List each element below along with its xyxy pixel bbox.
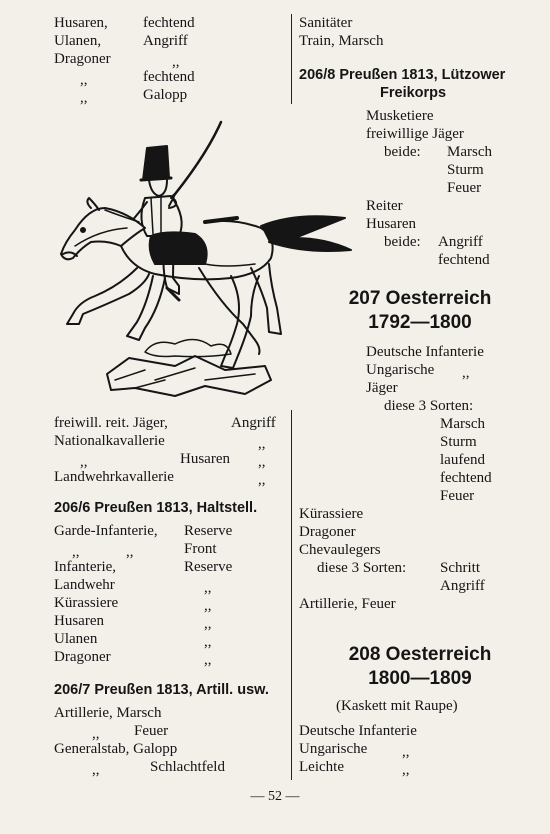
list-item: Deutsche Infanterie [299, 723, 417, 739]
list-item: Husaren, [54, 15, 108, 31]
section-title: 208 Oesterreich [348, 644, 492, 665]
list-item: Reserve [184, 559, 233, 575]
ditto-mark: ,, [80, 454, 88, 470]
ditto-mark: ,, [258, 472, 266, 488]
list-item: Sturm [440, 434, 477, 450]
list-item: Husaren [366, 216, 416, 232]
list-item: Feuer [134, 723, 169, 739]
list-item: Feuer [440, 488, 475, 504]
list-item: Front [184, 541, 217, 557]
list-item: Dragoner [54, 649, 111, 665]
list-item: Sanitäter [299, 15, 353, 31]
list-item: Landwehr [54, 577, 115, 593]
section-heading: 206/6 Preußen 1813, Haltstell. [54, 500, 258, 516]
list-item: Landwehrkavallerie [54, 469, 174, 485]
ditto-mark: ,, [258, 436, 266, 452]
list-item: Ungarische [366, 362, 435, 378]
ditto-mark: ,, [402, 762, 410, 778]
list-item: diese 3 Sorten: [317, 560, 407, 576]
ditto-mark: ,, [204, 634, 212, 650]
section-heading: Freikorps [380, 85, 447, 101]
section-note: (Kaskett mit Raupe) [336, 698, 458, 714]
list-item: Garde-Infanterie, [54, 523, 158, 539]
ditto-mark: ,, [80, 90, 88, 106]
list-item: Kürassiere [299, 506, 364, 522]
list-item: Ulanen, [54, 33, 102, 49]
page-number: — 52 — [250, 789, 300, 804]
ditto-mark: ,, [204, 616, 212, 632]
list-item: diese 3 Sorten: [384, 398, 474, 414]
list-item: Feuer [447, 180, 482, 196]
list-item: fechtend [143, 69, 195, 85]
list-item: Schlachtfeld [150, 759, 225, 775]
list-item: laufend [440, 452, 485, 468]
ditto-mark: ,, [204, 580, 212, 596]
list-item: Angriff [143, 33, 188, 49]
list-item: Reserve [184, 523, 233, 539]
list-item: beide: [384, 144, 421, 160]
list-item: beide: [384, 234, 421, 250]
list-item: Galopp [143, 87, 188, 103]
ditto-mark: ,, [92, 726, 100, 742]
list-item: Reiter [366, 198, 403, 214]
list-item: Sturm [447, 162, 484, 178]
section-title: 207 Oesterreich [348, 288, 492, 309]
list-item: Musketiere [366, 108, 434, 124]
list-item: freiwillige Jäger [366, 126, 464, 142]
ditto-mark: ,, [204, 652, 212, 668]
section-years: 1792—1800 [368, 312, 472, 333]
section-heading: 206/8 Preußen 1813, Lützower [299, 67, 506, 83]
list-item: Deutsche Infanterie [366, 344, 484, 360]
list-item: Husaren [54, 613, 104, 629]
list-item: fechtend [438, 252, 490, 268]
list-item: Kürassiere [54, 595, 119, 611]
ditto-mark: ,, [462, 365, 470, 381]
list-item: Ulanen [54, 631, 98, 647]
list-item: freiwill. reit. Jäger, [54, 415, 168, 431]
section-heading: 206/7 Preußen 1813, Artill. usw. [54, 682, 269, 698]
list-item: Ungarische [299, 741, 368, 757]
ditto-mark: ,, [126, 544, 134, 560]
column-divider-top [291, 14, 292, 104]
ditto-mark: ,, [92, 762, 100, 778]
list-item: fechtend [143, 15, 195, 31]
ditto-mark: ,, [402, 744, 410, 760]
list-item: Dragoner [54, 51, 111, 67]
list-item: Marsch [447, 144, 492, 160]
ditto-mark: ,, [80, 72, 88, 88]
cavalry-rider-figure-icon [55, 118, 355, 400]
list-item: Leichte [299, 759, 344, 775]
list-item: Schritt [440, 560, 480, 576]
ditto-mark: ,, [72, 544, 80, 560]
column-divider-bottom [291, 410, 292, 780]
list-item: Marsch [440, 416, 485, 432]
list-item: fechtend [440, 470, 492, 486]
list-item: Angriff [231, 415, 276, 431]
list-item: Jäger [366, 380, 398, 396]
list-item: Artillerie, Marsch [54, 705, 162, 721]
list-item: Generalstab, Galopp [54, 741, 178, 757]
list-item: Angriff [438, 234, 483, 250]
list-item: Nationalkavallerie [54, 433, 165, 449]
ditto-mark: ,, [258, 454, 266, 470]
list-item: Husaren [180, 451, 230, 467]
section-years: 1800—1809 [368, 668, 472, 689]
list-item: Infanterie, [54, 559, 117, 575]
list-item: Chevaulegers [299, 542, 381, 558]
list-item: Angriff [440, 578, 485, 594]
list-item: Train, Marsch [299, 33, 384, 49]
list-item: Dragoner [299, 524, 356, 540]
list-item: Artillerie, Feuer [299, 596, 396, 612]
ditto-mark: ,, [204, 598, 212, 614]
ditto-mark: ,, [172, 54, 180, 70]
